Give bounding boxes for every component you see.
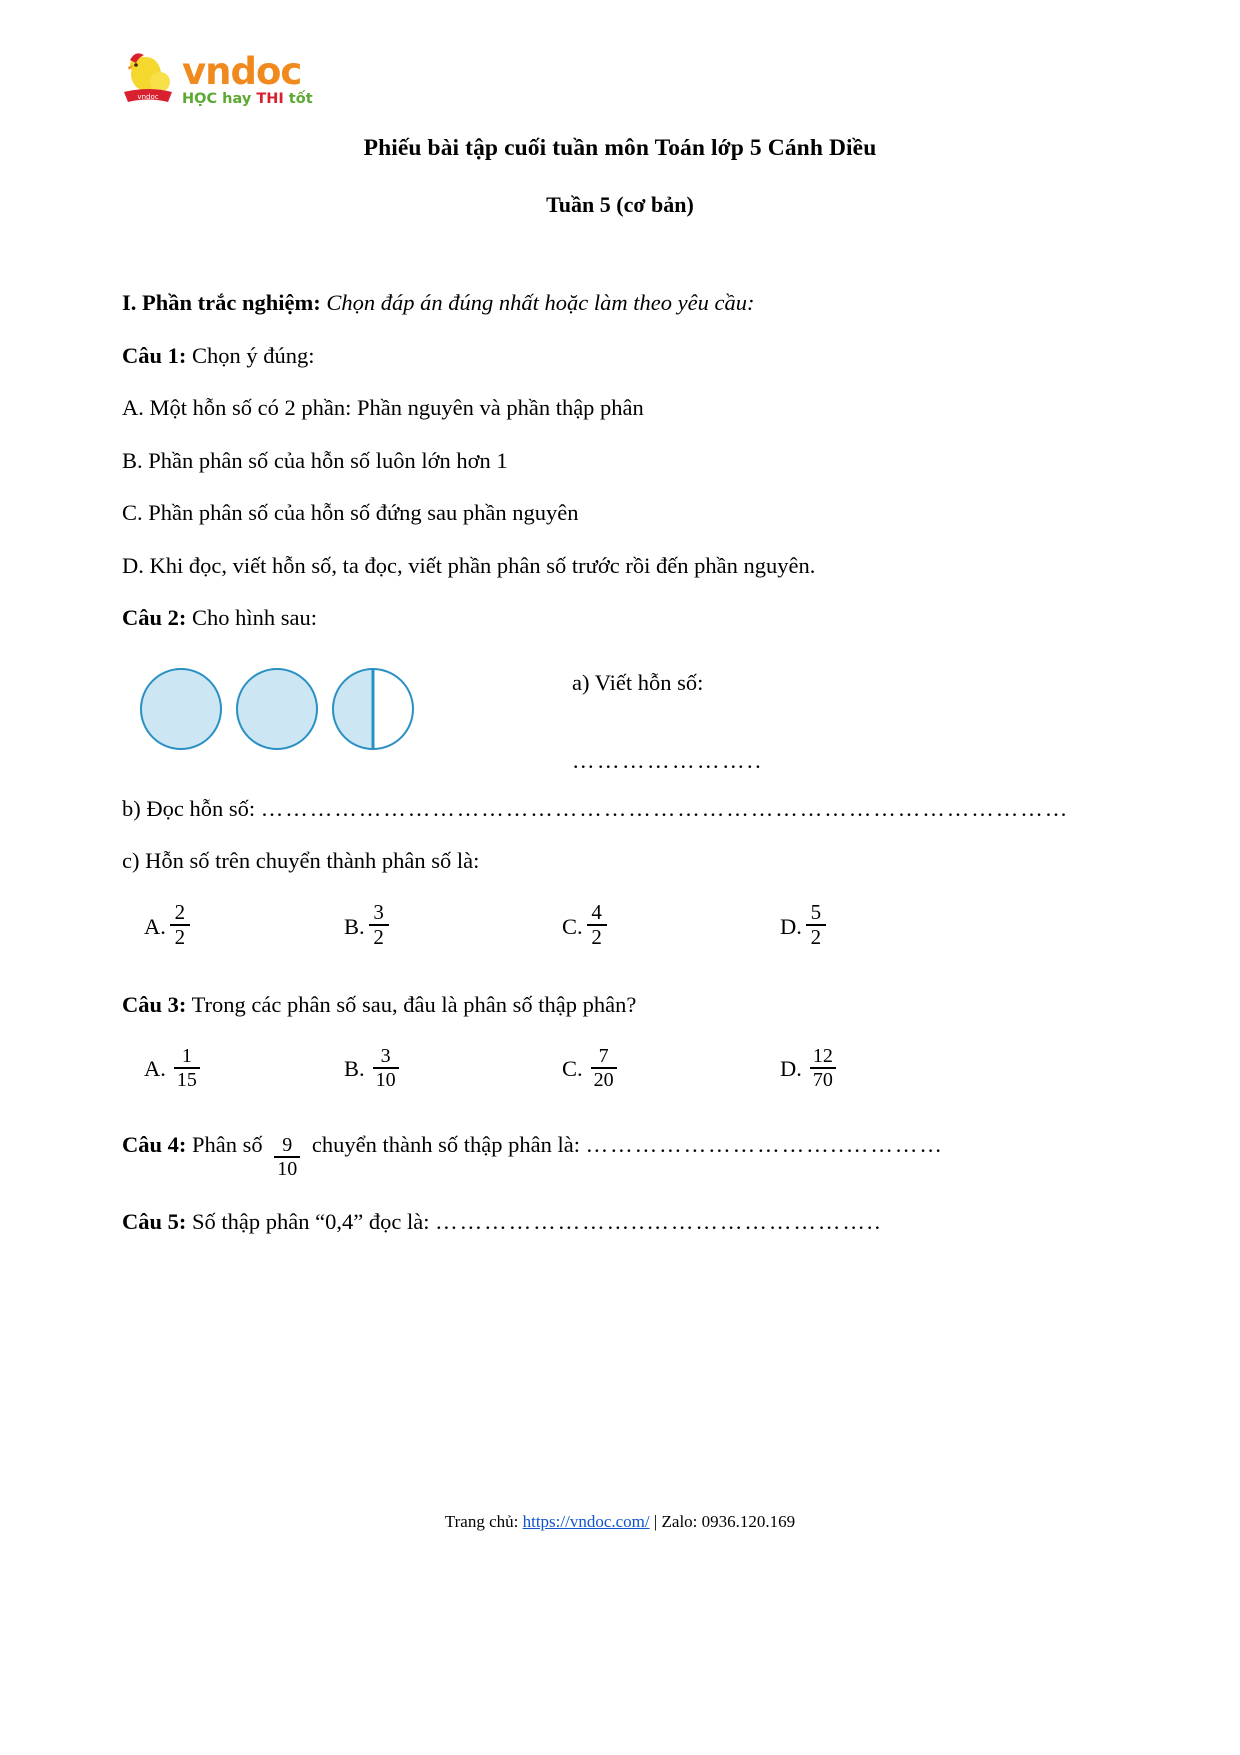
logo-wordmark: vndoc [182, 50, 302, 94]
worksheet-body [122, 292, 1122, 1262]
question-2c-option-d[interactable] [780, 899, 980, 952]
denominator: 10 [277, 1158, 298, 1181]
question-4-fraction [274, 1134, 300, 1180]
question-1-prompt [122, 342, 1122, 368]
question-3-option-c[interactable] [562, 1046, 780, 1092]
question-2c-option-b-fraction [369, 901, 389, 950]
question-2-part-c-label: c) Hỗn số trên chuyển thành phân số là: [122, 848, 480, 873]
numerator: 9 [282, 1134, 293, 1157]
question-2c-option-c[interactable] [562, 899, 780, 952]
question-3-option-a[interactable] [122, 1046, 344, 1092]
question-3-text: Trong các phân số sau, đâu là phân số thập phân? [186, 991, 637, 1017]
chick-mascot-icon [122, 48, 176, 108]
numerator: 2 [174, 899, 186, 924]
denominator: 2 [174, 925, 186, 950]
circle-half-shaded [332, 668, 414, 750]
question-3-option-c-fraction [591, 1045, 617, 1091]
page-footer [0, 1512, 1240, 1532]
question-2c-option-b-label: B. [344, 914, 365, 940]
numerator: 3 [380, 1045, 391, 1068]
question-1-option-b[interactable]: B. Phần phân số của hỗn số luôn lớn hơn 1 [122, 447, 508, 473]
question-3-option-a-label: A. [144, 1056, 166, 1082]
circle-full-2 [236, 668, 318, 750]
question-2c-option-a-fraction [170, 901, 190, 950]
numerator: 1 [181, 1045, 192, 1068]
question-1-text: Chọn ý đúng: [186, 342, 315, 368]
section-label: I. Phần trắc nghiệm: [122, 290, 321, 315]
denominator: 2 [373, 925, 384, 950]
question-2c-option-a[interactable] [122, 899, 344, 952]
question-3-option-d-fraction [810, 1045, 836, 1091]
question-3-option-b[interactable] [344, 1046, 562, 1092]
section-instruction: Chọn đáp án đúng nhất hoặc làm theo yêu cầu: [320, 290, 755, 315]
question-3-option-b-fraction [373, 1045, 399, 1091]
question-3-number: Câu 3: [122, 991, 187, 1017]
denominator: 2 [591, 925, 602, 950]
question-3-option-b-label: B. [344, 1056, 365, 1082]
denominator: 15 [176, 1069, 197, 1092]
question-3-options [122, 1046, 1122, 1092]
question-1-option-d[interactable]: D. Khi đọc, viết hỗn số, ta đọc, viết phần phân số trước rồi đến phần nguyên. [122, 552, 816, 578]
question-3-option-d[interactable] [780, 1046, 980, 1092]
question-2-figure-row [122, 660, 1122, 790]
numerator: 7 [598, 1045, 609, 1068]
svg-text:vndoc: vndoc [137, 93, 159, 101]
question-5-prompt [122, 1211, 1122, 1234]
numerator: 12 [812, 1045, 833, 1068]
question-2c-option-d-fraction [806, 901, 826, 950]
question-5-number: Câu 5: [122, 1209, 187, 1235]
page-title: Phiếu bài tập cuối tuần môn Toán lớp 5 Cánh Diều [363, 135, 877, 161]
page-subtitle: Tuần 5 (cơ bản) [546, 192, 694, 217]
question-2-part-b [122, 795, 1122, 821]
question-3-option-a-fraction [174, 1045, 200, 1091]
question-4-number: Câu 4: [122, 1132, 187, 1158]
vndoc-logo [122, 48, 313, 108]
footer-suffix: | Zalo: 0936.120.169 [649, 1512, 796, 1531]
question-2-text: Cho hình sau: [186, 605, 318, 630]
circle-full-1 [140, 668, 222, 750]
question-5-text: Số thập phân “0,4” đọc là: [186, 1209, 436, 1235]
logo-tagline: HỌC hay THI tốt [182, 90, 313, 107]
question-1-number: Câu 1: [122, 342, 187, 368]
question-5-answer-blank[interactable]: ……………………..……………………….. [435, 1209, 883, 1235]
question-1-option-c[interactable]: C. Phần phân số của hỗn số đứng sau phần nguyên [122, 500, 579, 525]
question-2c-option-d-label: D. [780, 914, 802, 940]
question-2-prompt [122, 607, 1122, 630]
denominator: 70 [812, 1069, 833, 1092]
denominator: 2 [810, 925, 822, 950]
numerator: 4 [591, 899, 602, 924]
section-heading [122, 292, 1122, 315]
question-2-part-b-label: b) Đọc hỗn số: [122, 795, 261, 821]
numerator: 3 [373, 899, 384, 924]
question-2-number: Câu 2: [122, 605, 187, 630]
numerator: 5 [810, 899, 822, 924]
question-4-answer-blank[interactable]: …………………………..………… [585, 1132, 944, 1158]
denominator: 10 [375, 1069, 396, 1092]
question-2-part-b-answer-blank[interactable]: ……………………………………………………………………………………… [260, 795, 1070, 821]
question-2c-option-b[interactable] [344, 899, 562, 952]
question-2c-option-c-label: C. [562, 914, 583, 940]
question-3-option-d-label: D. [780, 1056, 802, 1082]
question-2c-option-a-label: A. [144, 914, 166, 940]
question-4-prompt [122, 1134, 1122, 1181]
question-2-part-a-label: a) Viết hỗn số: [572, 669, 704, 695]
question-2c-option-c-fraction [587, 901, 607, 950]
question-3-option-c-label: C. [562, 1056, 583, 1082]
footer-prefix: Trang chủ: [444, 1512, 523, 1531]
question-2-part-c-options [122, 899, 1122, 952]
question-4-text-before: Phân số [186, 1132, 269, 1158]
shaded-circles-figure [140, 668, 414, 750]
question-4-text-after: chuyển thành số thập phân là: [306, 1132, 586, 1158]
question-1-option-a[interactable]: A. Một hỗn số có 2 phần: Phần nguyên và phần thập phân [122, 395, 644, 420]
question-2-part-a-answer-blank[interactable]: ………………….. [572, 747, 764, 773]
question-2-part-a-block [572, 670, 763, 774]
denominator: 20 [593, 1069, 614, 1092]
footer-website-link[interactable]: https://vndoc.com/ [522, 1512, 650, 1531]
question-3-prompt [122, 991, 1122, 1017]
